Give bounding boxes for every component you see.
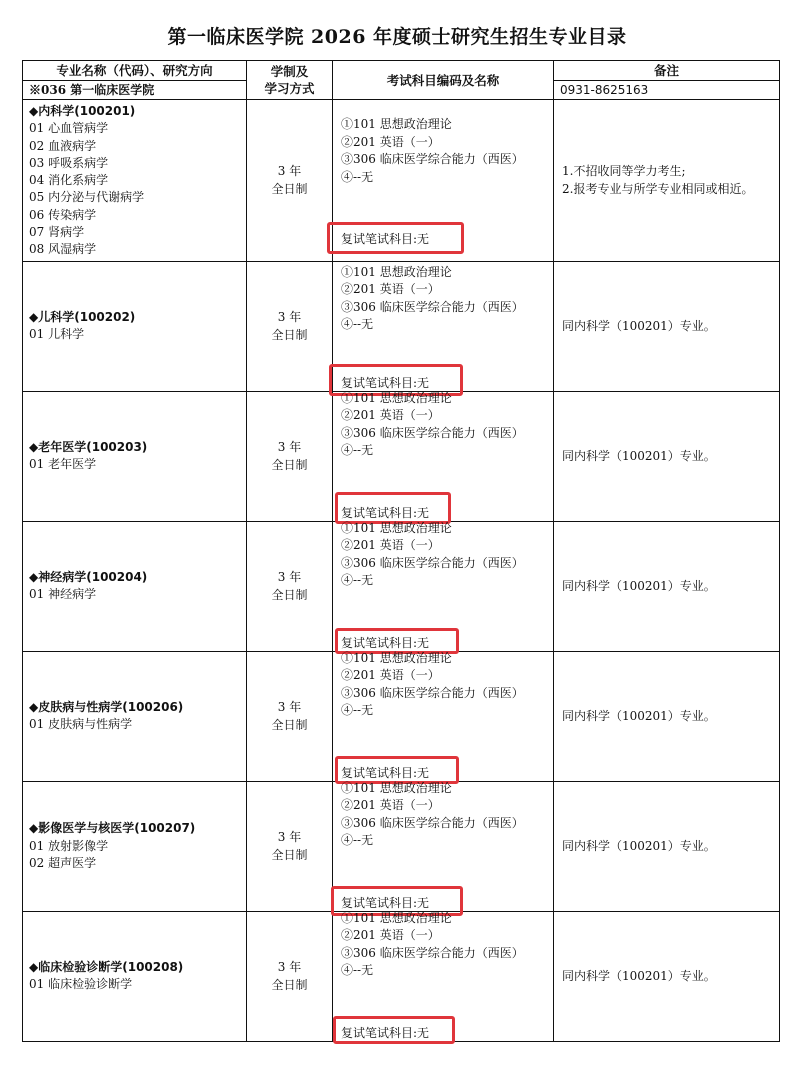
exam-subject: ④--无 [341, 443, 374, 458]
retest-subject: 复试笔试科目:无 [341, 1025, 430, 1040]
header-study-line1: 学制及 [270, 64, 309, 79]
major-name: ◆内科学(100201) [29, 104, 136, 118]
exam-subject: ②201 英语（一） [341, 928, 440, 943]
table-row [23, 911, 780, 1041]
study-years: 3 年 [277, 960, 302, 975]
exam-cell [333, 521, 554, 651]
study-cell [247, 391, 333, 521]
note-cell: 同内科学（100201）专业。 [554, 261, 780, 391]
major-cell [23, 391, 247, 521]
study-cell [247, 781, 333, 911]
highlight-box [327, 222, 464, 254]
note-cell: 同内科学（100201）专业。 [554, 911, 780, 1041]
exam-subjects [341, 780, 524, 850]
retest-subject: 复试笔试科目:无 [341, 765, 430, 780]
exam-subject: ②201 英语（一） [341, 538, 440, 553]
study-cell [247, 651, 333, 781]
major-name: ◆临床检验诊断学(100208) [29, 959, 184, 974]
major-name: ◆皮肤病与性病学(100206) [29, 699, 184, 714]
study-cell [247, 100, 333, 262]
major-name: ◆影像医学与核医学(100207) [29, 821, 196, 836]
study-mode: 全日制 [271, 458, 308, 473]
exam-subject: ③306 临床医学综合能力（西医） [341, 152, 524, 166]
study-mode: 全日制 [271, 718, 308, 733]
exam-subject: ④--无 [341, 963, 374, 978]
header-note: 备注 [554, 61, 780, 81]
study-cell [247, 911, 333, 1041]
exam-subjects [341, 650, 524, 720]
table-row [23, 391, 780, 521]
note-cell: 同内科学（100201）专业。 [554, 781, 780, 911]
study-years: 3 年 [277, 164, 302, 179]
retest-subject: 复试笔试科目:无 [341, 232, 430, 246]
study-cell [247, 261, 333, 391]
retest-subject: 复试笔试科目:无 [341, 635, 430, 650]
exam-subject: ②201 英语（一） [341, 282, 440, 297]
header-exam: 考试科目编码及名称 [333, 61, 554, 100]
note-cell: 同内科学（100201）专业。 [554, 391, 780, 521]
exam-subject: ④--无 [341, 573, 374, 588]
major-name: ◆老年医学(100203) [29, 439, 148, 454]
exam-subject: ②201 英语（一） [341, 408, 440, 423]
direction: 01 心血管病学 [29, 121, 109, 136]
exam-subject: ④--无 [341, 169, 374, 184]
college-code: ※036 第一临床医学院 [23, 81, 247, 100]
exam-subject: ①101 思想政治理论 [341, 264, 452, 279]
exam-subject: ③306 临床医学综合能力（西医） [341, 945, 524, 960]
exam-subject: ②201 英语（一） [341, 134, 440, 149]
exam-subject: ③306 临床医学综合能力（西医） [341, 815, 524, 830]
exam-subject: ①101 思想政治理论 [341, 650, 452, 665]
exam-cell [333, 261, 554, 391]
study-cell [247, 521, 333, 651]
exam-subject: ②201 英语（一） [341, 668, 440, 683]
exam-subjects [341, 390, 524, 460]
major-cell [23, 911, 247, 1041]
exam-cell [333, 100, 554, 262]
table-row [23, 781, 780, 911]
exam-subject: ①101 思想政治理论 [341, 910, 452, 925]
exam-subject: ①101 思想政治理论 [341, 390, 452, 405]
study-mode: 全日制 [271, 848, 308, 863]
direction: 01 临床检验诊断学 [29, 977, 133, 992]
direction: 01 放射影像学 [29, 838, 109, 853]
exam-cell [333, 391, 554, 521]
page-title: 第一临床医学院 2026 年度硕士研究生招生专业目录 [167, 26, 627, 48]
exam-subjects [341, 910, 524, 980]
exam-subject: ①101 思想政治理论 [341, 117, 452, 131]
direction: 01 神经病学 [29, 587, 97, 602]
college-phone: 0931-8625163 [554, 81, 780, 100]
header-study-line2: 学习方式 [264, 81, 315, 96]
note-line: 1.不招收同等学力考生; [562, 164, 686, 179]
catalog-table [22, 60, 780, 1042]
direction: 01 皮肤病与性病学 [29, 717, 133, 732]
direction: 02 超声医学 [29, 855, 97, 870]
direction: 02 血液病学 [29, 138, 97, 153]
exam-subject: ④--无 [341, 317, 374, 332]
exam-cell [333, 911, 554, 1041]
direction: 06 传染病学 [29, 207, 97, 222]
study-years: 3 年 [277, 570, 302, 585]
header-major: 专业名称（代码）、研究方向 [23, 61, 247, 81]
direction: 08 风湿病学 [29, 242, 97, 257]
direction: 07 肾病学 [29, 225, 85, 240]
study-mode: 全日制 [271, 978, 308, 993]
exam-subject: ①101 思想政治理论 [341, 780, 452, 795]
note-cell: 同内科学（100201）专业。 [554, 651, 780, 781]
exam-subject: ①101 思想政治理论 [341, 520, 452, 535]
retest-subject: 复试笔试科目:无 [341, 895, 430, 910]
major-cell [23, 651, 247, 781]
note-line: 2.报考专业与所学专业相同或相近。 [562, 182, 754, 197]
exam-cell [333, 651, 554, 781]
highlight-box [333, 1016, 455, 1044]
major-cell [23, 100, 247, 262]
study-years: 3 年 [277, 830, 302, 845]
study-years: 3 年 [277, 440, 302, 455]
exam-subject: ②201 英语（一） [341, 798, 440, 813]
major-name: ◆儿科学(100202) [29, 309, 136, 324]
exam-subjects [341, 520, 524, 590]
major-cell [23, 261, 247, 391]
note-cell [554, 100, 780, 262]
study-years: 3 年 [277, 700, 302, 715]
exam-cell [333, 781, 554, 911]
direction: 04 消化系病学 [29, 173, 109, 188]
exam-subjects [341, 116, 524, 186]
table-row [23, 521, 780, 651]
exam-subjects [341, 264, 524, 334]
retest-subject: 复试笔试科目:无 [341, 505, 430, 520]
exam-subject: ④--无 [341, 833, 374, 848]
direction: 01 儿科学 [29, 327, 85, 342]
study-years: 3 年 [277, 310, 302, 325]
table-row [23, 651, 780, 781]
exam-subject: ③306 临床医学综合能力（西医） [341, 425, 524, 440]
table-row [23, 261, 780, 391]
direction: 01 老年医学 [29, 457, 97, 472]
exam-subject: ③306 临床医学综合能力（西医） [341, 555, 524, 570]
retest-subject: 复试笔试科目:无 [341, 375, 430, 390]
study-mode: 全日制 [271, 328, 308, 343]
direction: 03 呼吸系病学 [29, 155, 109, 170]
note-cell: 同内科学（100201）专业。 [554, 521, 780, 651]
exam-subject: ③306 临床医学综合能力（西医） [341, 299, 524, 314]
major-name: ◆神经病学(100204) [29, 569, 148, 584]
study-mode: 全日制 [271, 182, 308, 197]
major-cell [23, 521, 247, 651]
major-cell [23, 781, 247, 911]
study-mode: 全日制 [271, 588, 308, 603]
header-study [247, 61, 333, 100]
direction: 05 内分泌与代谢病学 [29, 190, 145, 205]
exam-subject: ③306 临床医学综合能力（西医） [341, 685, 524, 700]
exam-subject: ④--无 [341, 703, 374, 718]
table-row [23, 100, 780, 262]
